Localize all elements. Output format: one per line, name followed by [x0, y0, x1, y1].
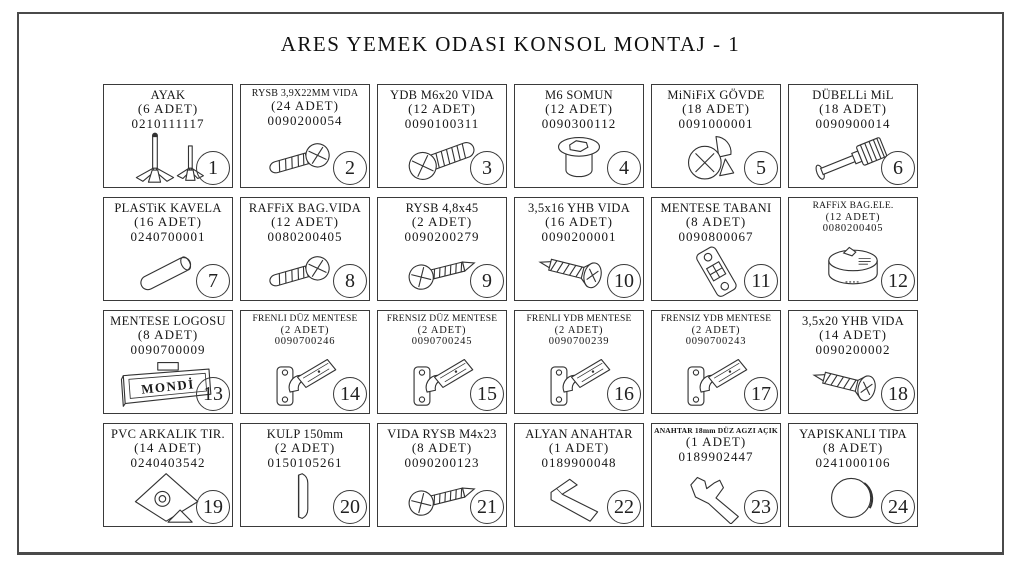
part-name: PLASTiK KAVELA [114, 201, 222, 215]
part-code: 0090700239 [548, 336, 610, 348]
part-number-badge [881, 151, 915, 185]
part-name: MiNiFiX GÖVDE [667, 88, 765, 102]
part-name: FRENSIZ DÜZ MENTESE [386, 314, 498, 324]
part-cell [651, 423, 781, 527]
part-quantity: (8 ADET) [411, 440, 473, 455]
part-number-badge [881, 490, 915, 524]
part-name: RAFFiX BAG.VIDA [248, 201, 362, 215]
part-name: 3,5x16 YHB VIDA [527, 201, 631, 215]
part-number-badge [333, 490, 367, 524]
part-number: 17 [751, 383, 771, 405]
part-cell [103, 423, 233, 527]
part-number-badge [470, 490, 504, 524]
part-cell [377, 84, 507, 188]
part-cell [240, 310, 370, 414]
part-code: 0090700246 [274, 336, 336, 348]
part-number: 10 [614, 270, 634, 292]
part-name: AYAK [150, 88, 186, 102]
part-name: KULP 150mm [266, 427, 344, 441]
sheet-title: ARES YEMEK ODASI KONSOL MONTAJ - 1 [280, 32, 741, 56]
part-code: 0210111117 [131, 115, 205, 131]
part-quantity: (18 ADET) [819, 101, 887, 116]
part-code: 0090200123 [404, 454, 480, 470]
part-number-badge [333, 377, 367, 411]
part-number-badge [744, 377, 778, 411]
part-cell [514, 84, 644, 188]
part-number: 9 [482, 270, 492, 292]
part-quantity: (24 ADET) [271, 98, 339, 114]
part-quantity: (1 ADET) [548, 440, 610, 455]
part-number: 12 [888, 270, 908, 292]
part-code: 0090800067 [678, 228, 754, 244]
part-name: FRENLI YDB MENTESE [526, 314, 632, 324]
part-number-badge [196, 490, 230, 524]
part-number-badge [196, 151, 230, 185]
part-number: 1 [208, 157, 218, 179]
part-quantity: (2 ADET) [274, 440, 336, 455]
part-name: 3,5x20 YHB VIDA [801, 314, 905, 328]
part-quantity: (12 ADET) [408, 101, 476, 116]
part-name: FRENSIZ YDB MENTESE [660, 314, 772, 324]
part-quantity: (16 ADET) [545, 214, 613, 229]
part-number: 16 [614, 383, 634, 405]
part-name: M6 SOMUN [544, 88, 614, 102]
part-code: 0080200405 [822, 223, 884, 235]
part-number: 23 [751, 496, 771, 518]
part-quantity: (2 ADET) [554, 324, 604, 336]
part-quantity: (8 ADET) [822, 440, 884, 455]
part-name: RAFFiX BAG.ELE. [812, 201, 894, 211]
part-number-badge [196, 377, 230, 411]
part-code: 0090200054 [267, 112, 343, 128]
part-quantity: (2 ADET) [691, 324, 741, 336]
part-cell [788, 310, 918, 414]
part-number-badge [470, 264, 504, 298]
part-cell [377, 423, 507, 527]
part-number-badge [744, 151, 778, 185]
part-number: 8 [345, 270, 355, 292]
part-code: 0090700245 [411, 336, 473, 348]
part-quantity: (6 ADET) [137, 101, 199, 116]
part-number: 4 [619, 157, 629, 179]
part-code: 0090900014 [815, 115, 891, 131]
part-number: 21 [477, 496, 497, 518]
part-code: 0090100311 [404, 115, 480, 131]
part-cell [240, 197, 370, 301]
part-quantity: (14 ADET) [819, 327, 887, 342]
part-code: 0240403542 [130, 454, 206, 470]
part-quantity: (2 ADET) [417, 324, 467, 336]
part-number-badge [333, 264, 367, 298]
part-quantity: (8 ADET) [137, 327, 199, 342]
part-number: 13 [203, 383, 223, 405]
part-code: 0150105261 [267, 454, 343, 470]
part-number-badge [470, 377, 504, 411]
part-code: 0240700001 [130, 228, 206, 244]
part-number-badge [744, 490, 778, 524]
part-code: 0241000106 [815, 454, 891, 470]
part-number: 5 [756, 157, 766, 179]
part-cell [651, 310, 781, 414]
part-cell [788, 423, 918, 527]
part-code: 0189900048 [541, 454, 617, 470]
part-number: 22 [614, 496, 634, 518]
part-name: MENTESE LOGOSU [110, 314, 226, 328]
part-number-badge [333, 151, 367, 185]
part-code: 0090700243 [685, 336, 747, 348]
part-number-badge [744, 264, 778, 298]
part-number-badge [881, 264, 915, 298]
part-number-badge [470, 151, 504, 185]
part-number: 15 [477, 383, 497, 405]
part-number: 14 [340, 383, 360, 405]
part-cell [103, 84, 233, 188]
parts-grid [103, 84, 918, 527]
part-name: DÜBELLi MiL [812, 88, 894, 102]
part-cell [514, 310, 644, 414]
part-code: 0090700009 [130, 341, 206, 357]
part-number-badge [881, 377, 915, 411]
part-cell [788, 197, 918, 301]
part-cell [103, 310, 233, 414]
part-quantity: (1 ADET) [685, 434, 747, 450]
part-number: 2 [345, 157, 355, 179]
part-cell [514, 423, 644, 527]
part-number: 24 [888, 496, 908, 518]
part-code: 0090300112 [541, 115, 617, 131]
part-name: YDB M6x20 VIDA [390, 88, 494, 102]
part-number: 19 [203, 496, 223, 518]
part-name: VIDA RYSB M4x23 [387, 427, 497, 441]
part-number: 11 [751, 270, 771, 292]
part-number: 7 [208, 270, 218, 292]
part-quantity: (18 ADET) [682, 101, 750, 116]
part-number-badge [607, 377, 641, 411]
part-cell [103, 197, 233, 301]
part-cell [240, 84, 370, 188]
part-quantity: (12 ADET) [271, 214, 339, 229]
part-quantity: (14 ADET) [134, 440, 202, 455]
part-quantity: (2 ADET) [280, 324, 330, 336]
part-name: ALYAN ANAHTAR [525, 427, 633, 441]
part-code: 0091000001 [678, 115, 754, 131]
part-cell [651, 197, 781, 301]
part-name: FRENLI DÜZ MENTESE [252, 314, 358, 324]
part-quantity: (12 ADET) [545, 101, 613, 116]
part-quantity: (2 ADET) [411, 214, 473, 229]
sheet-frame [17, 12, 1004, 555]
part-code: 0090200001 [541, 228, 617, 244]
part-number-badge [196, 264, 230, 298]
part-code: 0090200002 [815, 341, 891, 357]
part-quantity: (16 ADET) [134, 214, 202, 229]
part-cell [514, 197, 644, 301]
part-cell [377, 310, 507, 414]
part-quantity: (12 ADET) [825, 211, 881, 223]
part-code: 0080200405 [267, 228, 343, 244]
part-name: ANAHTAR 18mm DÜZ AGZI AÇIK [654, 426, 778, 435]
part-code: 0090200279 [404, 228, 480, 244]
part-number: 6 [893, 157, 903, 179]
part-number: 3 [482, 157, 492, 179]
logo-plate-text: MONDİ [140, 376, 196, 398]
part-cell [240, 423, 370, 527]
part-name: PVC ARKALIK TIR. [111, 427, 225, 441]
part-name: MENTESE TABANI [660, 201, 772, 215]
part-number-badge [607, 264, 641, 298]
part-name: RYSB 3,9X22MM VIDA [251, 88, 359, 99]
part-name: YAPISKANLI TIPA [799, 427, 907, 441]
part-number-badge [607, 151, 641, 185]
part-number: 18 [888, 383, 908, 405]
part-quantity: (8 ADET) [685, 214, 747, 229]
part-name: RYSB 4,8x45 [405, 201, 479, 215]
part-number-badge [607, 490, 641, 524]
part-cell [788, 84, 918, 188]
part-number: 20 [340, 496, 360, 518]
part-cell [377, 197, 507, 301]
part-cell [651, 84, 781, 188]
part-code: 0189902447 [678, 448, 754, 464]
